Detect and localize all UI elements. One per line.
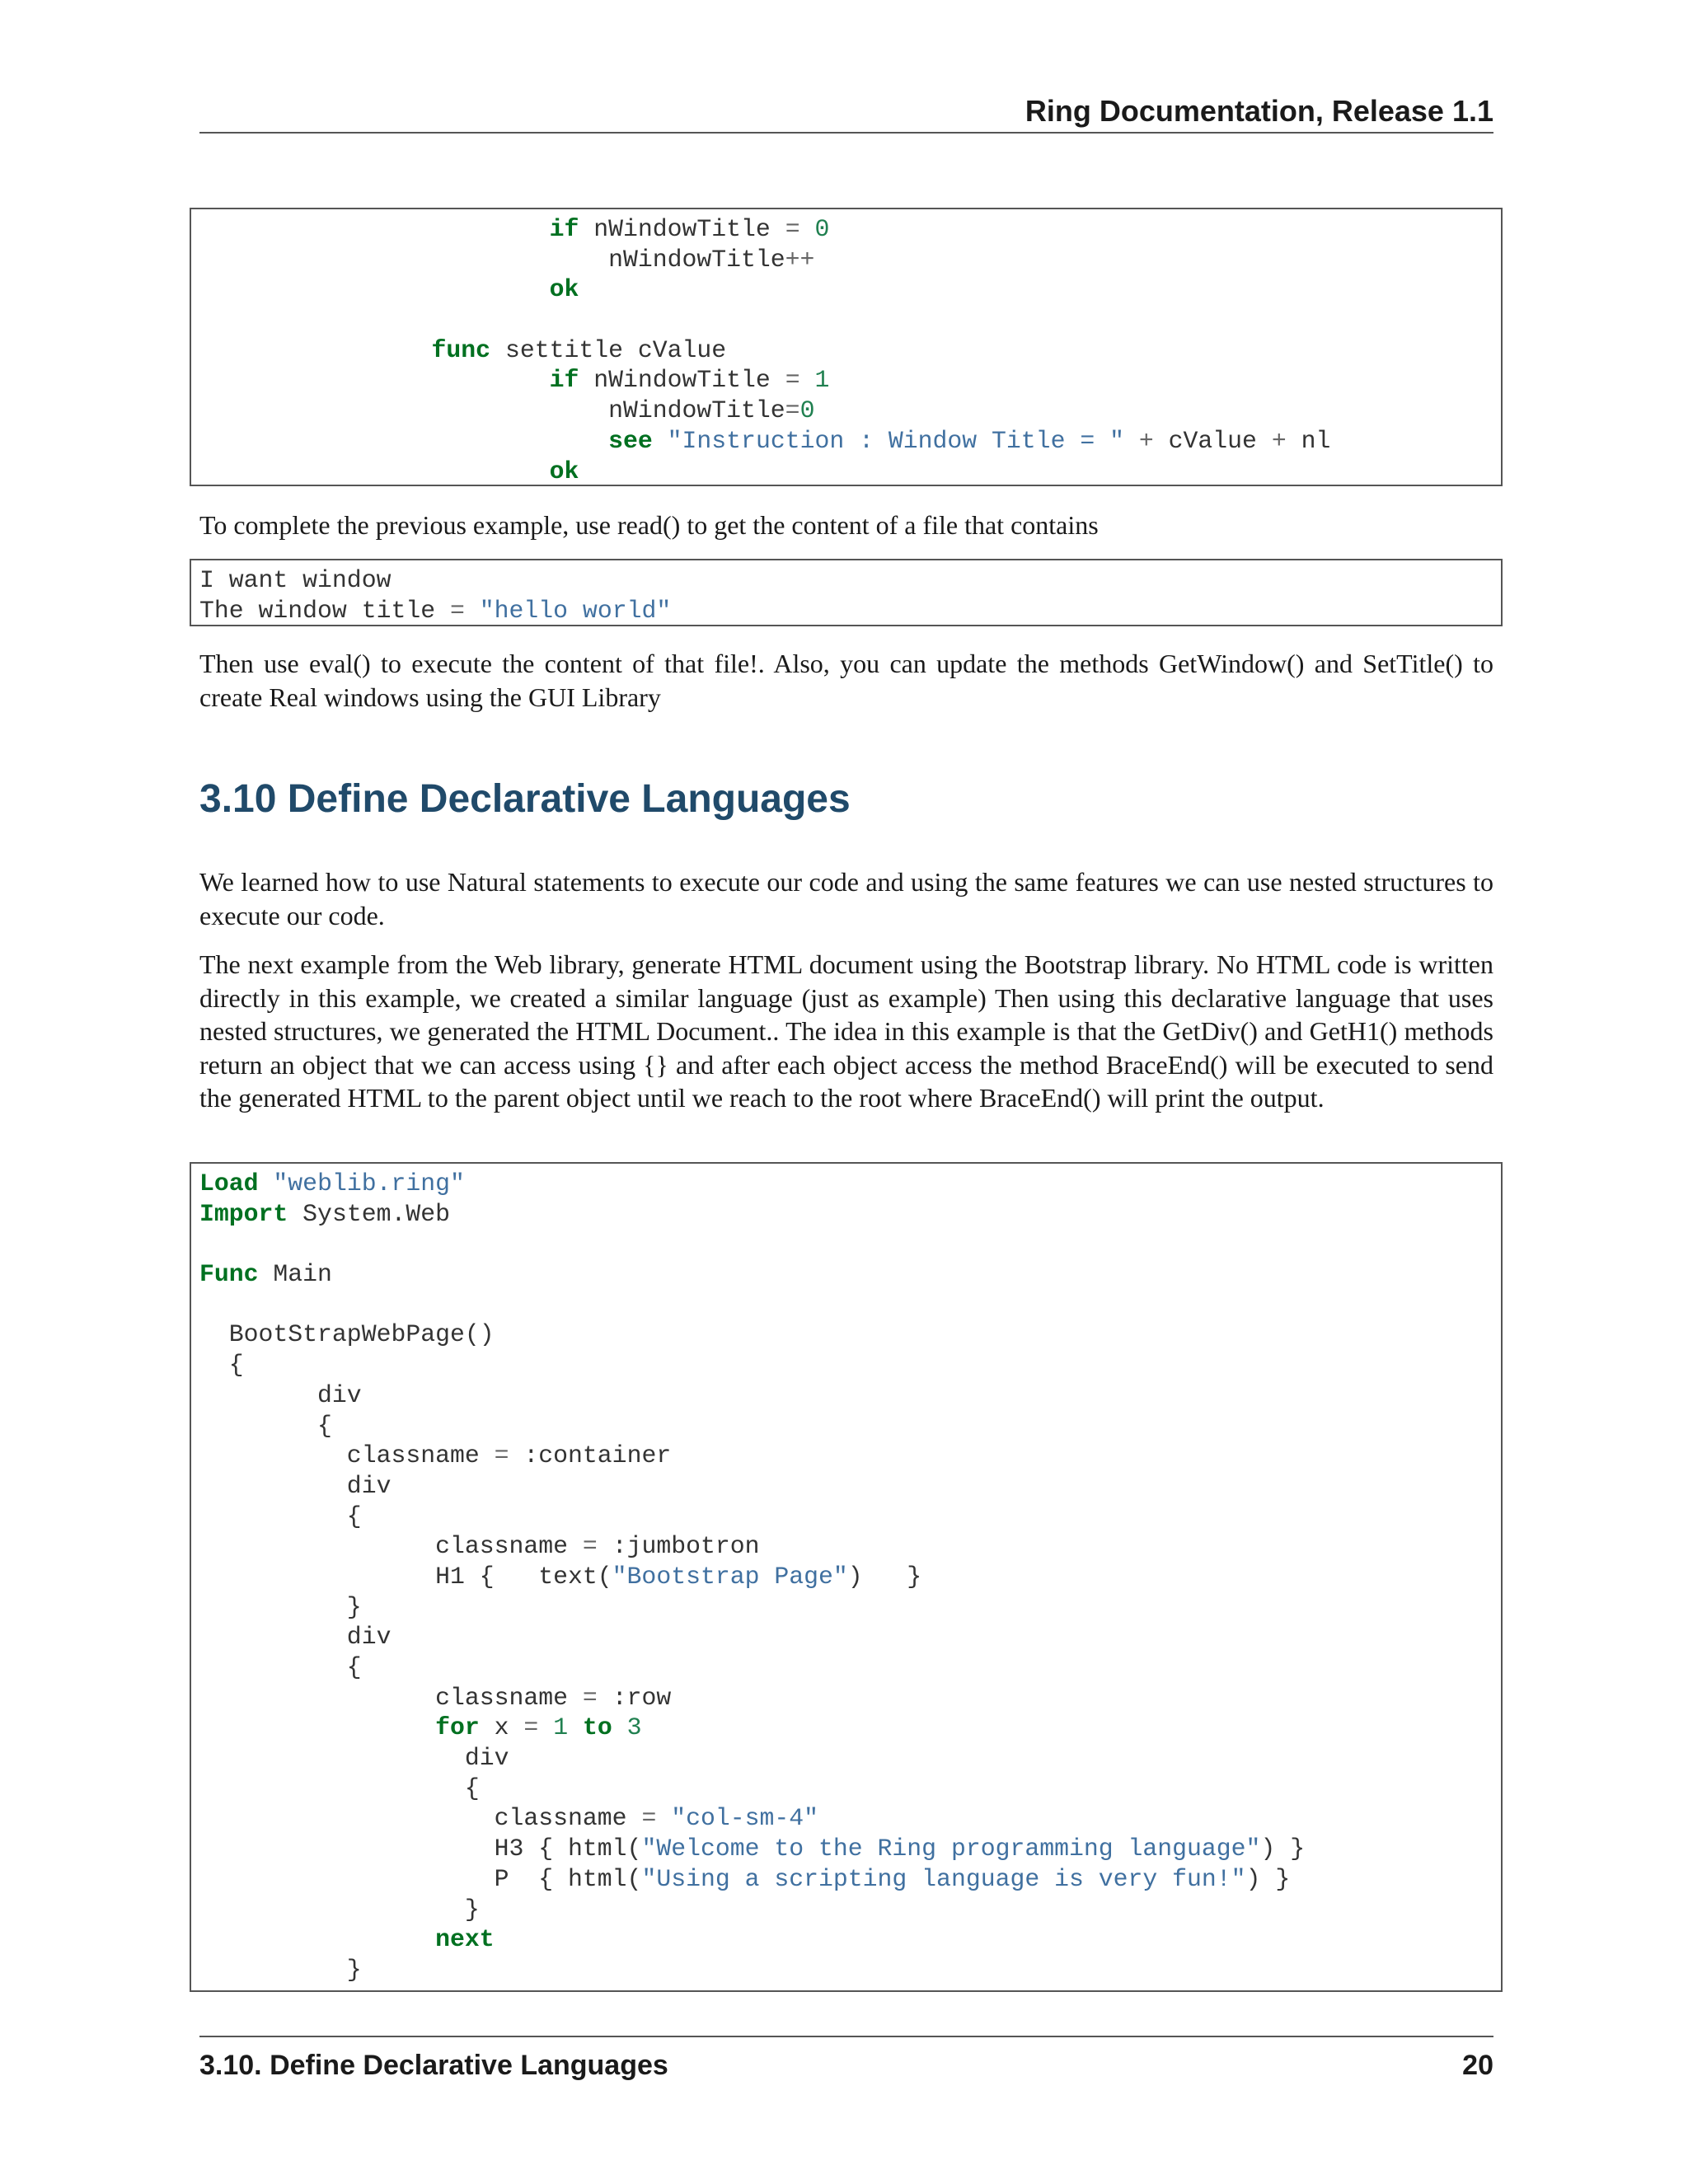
code-token: =	[785, 215, 800, 243]
code-token: nWindowTitle	[579, 366, 785, 395]
code-token: }	[199, 1955, 362, 1984]
code-line	[199, 1834, 1501, 1864]
code-token: P { html(	[199, 1864, 642, 1893]
code-token: =	[449, 596, 465, 625]
code-token: if	[549, 215, 579, 243]
code-line	[199, 1411, 1501, 1441]
code-token	[656, 1804, 671, 1832]
code-token: BootStrapWebPage()	[199, 1320, 495, 1349]
code-line	[199, 1713, 1501, 1743]
code-token: "hello world"	[479, 596, 672, 625]
code-token: =	[582, 1532, 598, 1561]
code-token: 0	[814, 215, 830, 243]
code-line	[199, 1924, 1501, 1955]
page-footer	[199, 2036, 1493, 2090]
code-line	[199, 1319, 1501, 1350]
code-line	[373, 426, 1501, 457]
code-block-window-file	[190, 559, 1503, 626]
code-token	[653, 427, 668, 455]
paragraph-web-library: The next example from the Web library, generate HTML document using the Bootstrap library. No HTML code is written directly in this example, we created a similar language (just as example) Then using this declarative language that uses nested structures, we generated the HTML Document.. The idea in this example is that the GetDiv() and GetH1() methods return an object that we can access using {} and after each object access the method BraceEnd() will be executed to send the generated HTML to the parent object until we reach to the root where BraceEnd() will print the output.	[199, 949, 1493, 1113]
code-token: "Using a scripting language is very fun!"	[641, 1864, 1246, 1893]
code-token: ok	[549, 457, 579, 485]
code-token: :jumbotron	[597, 1532, 760, 1561]
code-token: ) }	[847, 1562, 922, 1591]
code-token: nWindowTitle	[373, 245, 785, 274]
code-token: see	[608, 426, 653, 455]
code-token: func	[431, 335, 491, 364]
code-token: {	[199, 1653, 362, 1681]
code-token	[373, 366, 550, 394]
code-line	[373, 274, 1501, 305]
code-token: =	[785, 396, 800, 425]
code-token	[465, 597, 480, 625]
code-token: to	[582, 1713, 612, 1742]
code-token	[1124, 427, 1139, 455]
code-line	[199, 1290, 1501, 1320]
code-line	[199, 1350, 1501, 1380]
code-token: classname	[199, 1532, 583, 1561]
code-token	[373, 427, 608, 455]
code-line	[373, 245, 1501, 275]
paragraph-eval-example: Then use eval() to execute the content of that file!. Also, you can update the methods GetWindow() and SetTitle() to create Real windows using the GUI Library	[199, 649, 1493, 712]
code-token: "weblib.ring"	[273, 1169, 465, 1197]
code-token	[538, 1713, 553, 1741]
code-line	[373, 396, 1501, 426]
code-line	[199, 1380, 1501, 1411]
paragraph-natural-statements: We learned how to use Natural statements to execute our code and using the same features we can use nested structures to execute our code.	[199, 867, 1493, 930]
code-token: =	[523, 1713, 539, 1742]
code-line	[373, 365, 1501, 396]
code-token: Load	[199, 1169, 259, 1197]
code-line	[373, 214, 1501, 245]
code-token: classname	[199, 1441, 495, 1470]
code-token	[259, 1169, 274, 1197]
code-line	[373, 457, 1501, 487]
code-line	[199, 1774, 1501, 1804]
code-token	[612, 1713, 627, 1741]
code-token: +	[1271, 426, 1287, 455]
code-token: cValue	[1153, 426, 1272, 455]
code-token: "Instruction : Window Title = "	[667, 426, 1124, 455]
code-line	[199, 1683, 1501, 1713]
code-token: =	[785, 366, 800, 395]
code-token: "Welcome to the Ring programming language"	[641, 1835, 1261, 1863]
code-token: div	[199, 1380, 362, 1409]
code-token	[373, 275, 550, 303]
code-token: H3 { html(	[199, 1835, 642, 1863]
code-line	[199, 1441, 1501, 1471]
code-token	[800, 366, 815, 394]
code-line	[199, 1803, 1501, 1834]
code-token: }	[199, 1592, 362, 1621]
document-title: Ring Documentation, Release 1.1	[1025, 94, 1493, 128]
code-line	[199, 1592, 1501, 1623]
code-token: for	[435, 1713, 480, 1742]
code-line	[199, 565, 1501, 596]
code-token: 0	[799, 396, 815, 425]
code-token: settitle cValue	[490, 335, 727, 364]
page-number: 20	[1462, 2050, 1493, 2081]
code-line	[199, 1502, 1501, 1532]
code-token: {	[199, 1502, 362, 1530]
code-token	[373, 336, 432, 364]
code-line	[199, 1864, 1501, 1895]
code-token: Func	[199, 1260, 259, 1289]
code-token: next	[435, 1925, 495, 1954]
code-token: "Bootstrap Page"	[612, 1562, 848, 1591]
code-token: if	[549, 366, 579, 395]
code-token: +	[1138, 426, 1154, 455]
code-token: 3	[626, 1713, 642, 1742]
code-token: {	[199, 1774, 480, 1802]
code-token: div	[199, 1744, 509, 1773]
code-line	[199, 1259, 1501, 1290]
code-token: System.Web	[288, 1199, 450, 1228]
code-token: }	[199, 1895, 480, 1924]
code-token: {	[199, 1351, 244, 1380]
code-line	[199, 1895, 1501, 1925]
code-token: I want window	[199, 566, 392, 594]
code-token: classname	[199, 1804, 642, 1833]
section-heading: 3.10 Define Declarative Languages	[199, 777, 851, 821]
code-token: =	[582, 1683, 598, 1712]
code-line	[199, 1562, 1501, 1592]
code-line	[199, 1652, 1501, 1683]
code-token: H1 { text(	[199, 1562, 612, 1591]
code-line	[199, 1955, 1501, 1985]
code-line	[199, 596, 1501, 626]
code-token: nWindowTitle	[579, 215, 785, 243]
code-token	[373, 215, 550, 243]
code-token: ) }	[1260, 1835, 1306, 1863]
code-token: ) }	[1245, 1864, 1291, 1893]
code-token: classname	[199, 1683, 583, 1712]
code-token: =	[641, 1804, 657, 1833]
code-token: Main	[258, 1260, 332, 1289]
code-token: div	[199, 1623, 392, 1652]
code-line	[199, 1169, 1501, 1199]
code-token: :row	[597, 1683, 672, 1712]
code-token: 1	[814, 366, 830, 395]
paragraph-read-example: To complete the previous example, use read() to get the content of a file that contains	[199, 510, 1099, 540]
code-token	[568, 1713, 583, 1741]
code-token: Import	[199, 1199, 288, 1228]
page-header	[199, 91, 1493, 134]
code-token: "col-sm-4"	[671, 1804, 819, 1833]
code-token	[800, 215, 815, 243]
code-token: =	[494, 1441, 509, 1470]
code-token: ++	[785, 245, 815, 274]
code-token	[373, 457, 550, 485]
code-token: :container	[509, 1441, 672, 1470]
footer-section-title: 3.10. Define Declarative Languages	[199, 2050, 668, 2081]
code-token	[199, 1925, 435, 1953]
code-block-natural-language	[190, 208, 1503, 486]
code-line	[373, 335, 1501, 366]
code-line	[199, 1229, 1501, 1259]
code-token: x	[479, 1713, 524, 1742]
code-line	[373, 305, 1501, 335]
code-token: 1	[553, 1713, 569, 1742]
code-token: The window title	[199, 596, 450, 625]
code-line	[199, 1199, 1501, 1230]
code-token: nWindowTitle	[373, 396, 785, 425]
code-token: ok	[549, 275, 579, 304]
code-token: nl	[1286, 426, 1331, 455]
code-line	[199, 1531, 1501, 1562]
code-line	[199, 1622, 1501, 1652]
code-token: {	[199, 1411, 332, 1440]
code-block-bootstrap-example	[190, 1162, 1503, 1992]
code-token: div	[199, 1471, 392, 1500]
code-line	[199, 1743, 1501, 1774]
code-line	[199, 1471, 1501, 1502]
code-token	[199, 1713, 435, 1741]
